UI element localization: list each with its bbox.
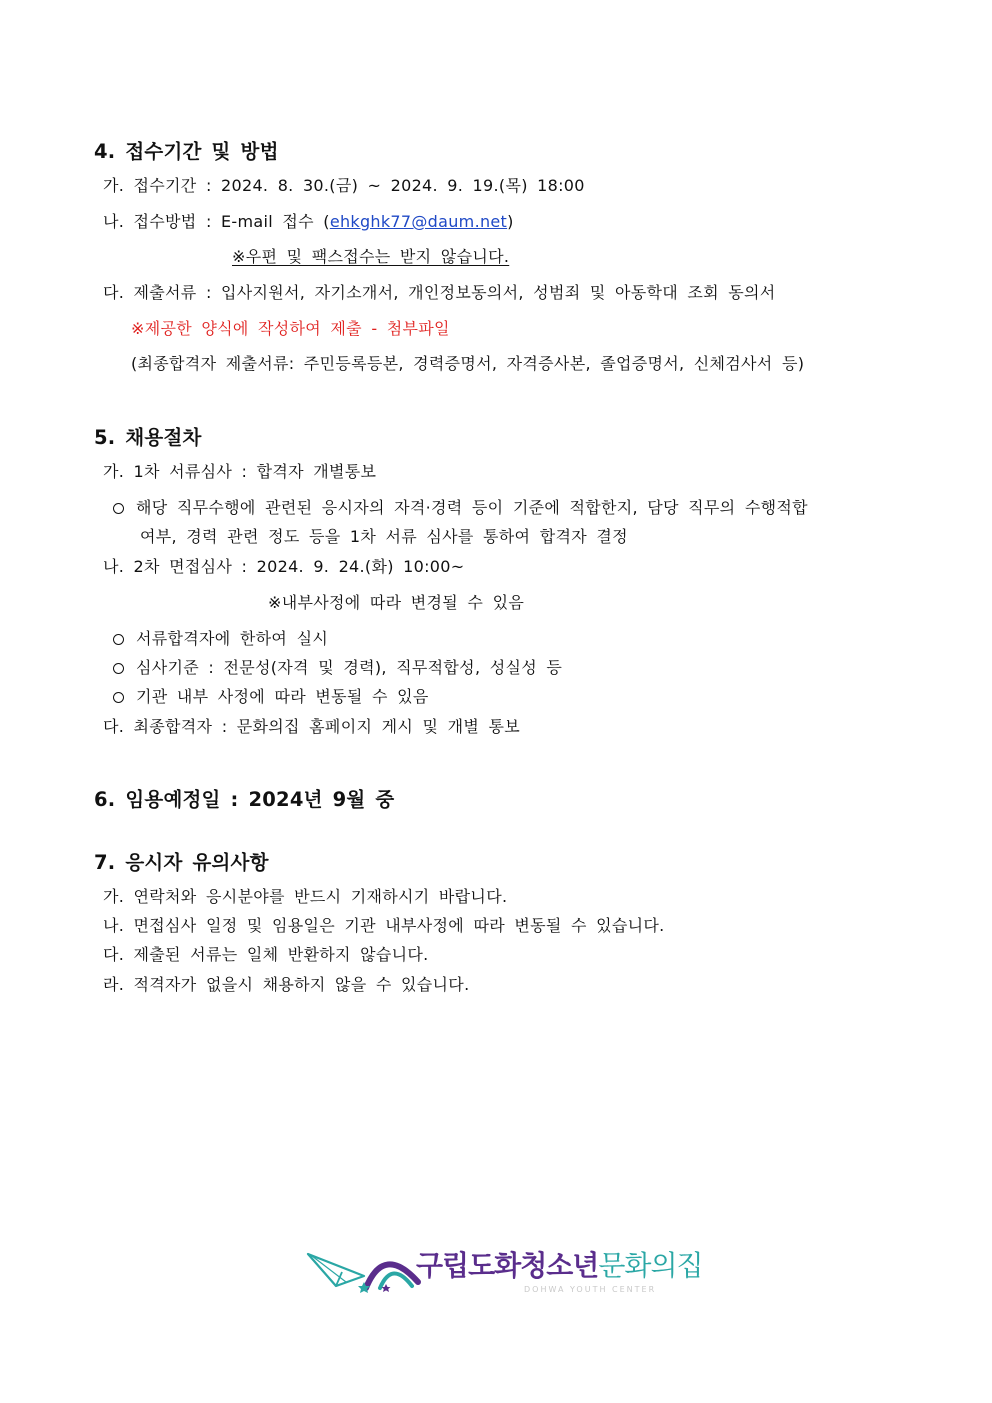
stage-1-screening: 가. 1차 서류심사 : 합격자 개별통보 [103,462,377,481]
documents-required: 다. 제출서류 : 입사지원서, 자기소개서, 개인정보동의서, 성범죄 및 아동학대 조회 동의서 [103,283,776,302]
center-logo [306,1242,703,1300]
stage-2-bullet-2 [113,657,562,679]
logo-name-sub: 문화의집 [598,1249,703,1282]
stage-2-bullet-3 [113,686,429,708]
section-5-title: 5. 채용절차 [94,426,202,449]
email-link[interactable]: ehkghk77@daum.net [329,212,508,231]
bullet-circle-icon [113,692,124,703]
stage-2-bullet-1 [113,628,328,650]
logo-wordmark [416,1246,703,1286]
stage-2-bullet-1-text: 서류합격자에 한하여 실시 [136,629,329,648]
section-6-title: 6. 임용예정일 : 2024년 9월 중 [94,788,395,811]
logo-name-main: 구립도화청소년 [416,1249,599,1282]
stage-1-bullet [113,497,808,519]
change-note: ※내부사정에 따라 변경될 수 있음 [268,593,525,612]
reception-method-label: 나. 접수방법 : E-mail 접수 ( [103,212,330,231]
final-selection: 다. 최종합격자 : 문화의집 홈페이지 게시 및 개별 통보 [103,717,521,736]
reception-period: 가. 접수기간 : 2024. 8. 30.(금) ~ 2024. 9. 19.(목) 18:00 [103,176,585,195]
bullet-circle-icon [113,503,124,514]
no-mail-fax-note: ※우편 및 팩스접수는 받지 않습니다. [232,247,510,266]
section-4-title: 4. 접수기간 및 방법 [94,140,279,163]
bullet-circle-icon [113,634,124,645]
stage-2-bullet-3-text: 기관 내부 사정에 따라 변동될 수 있음 [136,687,429,706]
reception-method [103,211,514,233]
logo-english: DOHWA YOUTH CENTER [524,1285,657,1294]
stage-2-bullet-2-text: 심사기준 : 전문성(자격 및 경력), 직무적합성, 성실성 등 [136,658,563,677]
section-7-title: 7. 응시자 유의사항 [94,851,269,874]
notice-item-1: 가. 연락처와 응시분야를 반드시 기재하시기 바랍니다. [103,887,508,906]
stage-1-bullet-text: 해당 직무수행에 관련된 응시자의 자격·경력 등이 기준에 적합한지, 담당 직무의 수행적합 [136,498,808,517]
notice-item-2: 나. 면접심사 일정 및 임용일은 기관 내부사정에 따라 변동될 수 있습니다. [103,916,665,935]
stage-1-bullet-cont: 여부, 경력 관련 정도 등을 1차 서류 심사를 통하여 합격자 결정 [140,527,628,546]
final-documents: (최종합격자 제출서류: 주민등록등본, 경력증명서, 자격증사본, 졸업증명서, 신체검사서 등) [131,354,805,373]
notice-item-4: 라. 적격자가 없을시 채용하지 않을 수 있습니다. [103,975,470,994]
reception-method-close: ) [507,212,514,231]
notice-item-3: 다. 제출된 서류는 일체 반환하지 않습니다. [103,945,429,964]
attachment-note: ※제공한 양식에 작성하여 제출 - 첨부파일 [131,319,450,338]
paper-plane-icon [306,1242,426,1298]
bullet-circle-icon [113,663,124,674]
stage-2-interview: 나. 2차 면접심사 : 2024. 9. 24.(화) 10:00~ [103,557,465,576]
